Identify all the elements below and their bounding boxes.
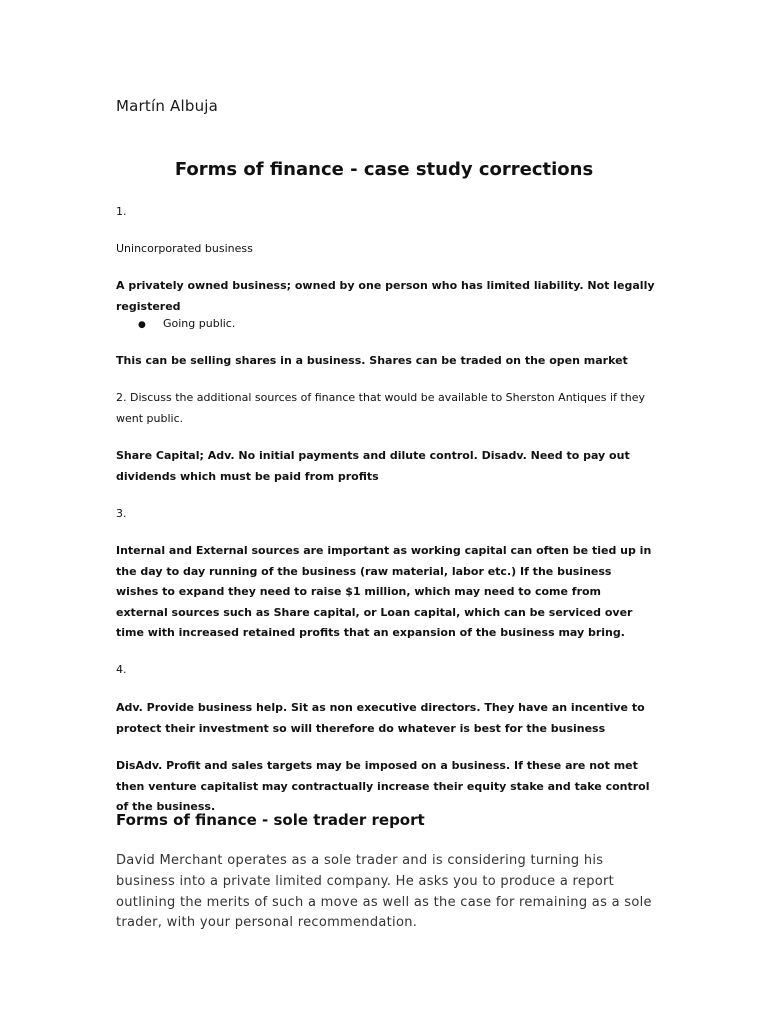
document-title: Forms of finance - case study corrections bbox=[174, 159, 594, 180]
section-heading: Forms of finance - sole trader report bbox=[116, 811, 425, 829]
author-name: Martín Albuja bbox=[116, 97, 219, 115]
question-3-answer: Internal and External sources are important as working capital can often be tied up in the day to day running of the business (raw material, labor etc.) If the business wishes to expand they need to raise $1 million, which may need to come from external sources such as Share capital, or Loan capital, which can be serviced over time with increased retained profits that an expansion of the business may bring. bbox=[116, 544, 652, 639]
question-2-text: 2. Discuss the additional sources of finance that would be available to Sherston Antiques if they went public. bbox=[116, 391, 645, 425]
bullet-answer: This can be selling shares in a business. Shares can be traded on the open market bbox=[116, 354, 628, 367]
question-3-number: 3. bbox=[116, 507, 127, 520]
question-1-number: 1. bbox=[116, 205, 127, 218]
question-4-advantages: Adv. Provide business help. Sit as non executive directors. They have an incentive to protect their investment so will therefore do whatever is best for the business bbox=[116, 701, 645, 735]
question-4-disadvantages: DisAdv. Profit and sales targets may be imposed on a business. If these are not met then venture capitalist may contractually increase their equity stake and take control of the business. bbox=[116, 759, 650, 813]
question-1-heading: Unincorporated business bbox=[116, 242, 253, 255]
bullet-text: Going public. bbox=[163, 317, 236, 330]
section-body: David Merchant operates as a sole trader and is considering turning his business into a private limited company. He asks you to produce a report outlining the merits of such a move as well as the case for remaining as a sole trader, with your personal recommendation. bbox=[116, 853, 652, 931]
question-2-answer: Share Capital; Adv. No initial payments and dilute control. Disadv. Need to pay out dividends which must be paid from profits bbox=[116, 449, 630, 483]
bullet-item bbox=[138, 314, 235, 335]
bullet-marker: ● bbox=[138, 320, 146, 330]
question-1-answer: A privately owned business; owned by one person who has limited liability. Not legally registered bbox=[116, 279, 655, 313]
question-4-number: 4. bbox=[116, 663, 127, 676]
